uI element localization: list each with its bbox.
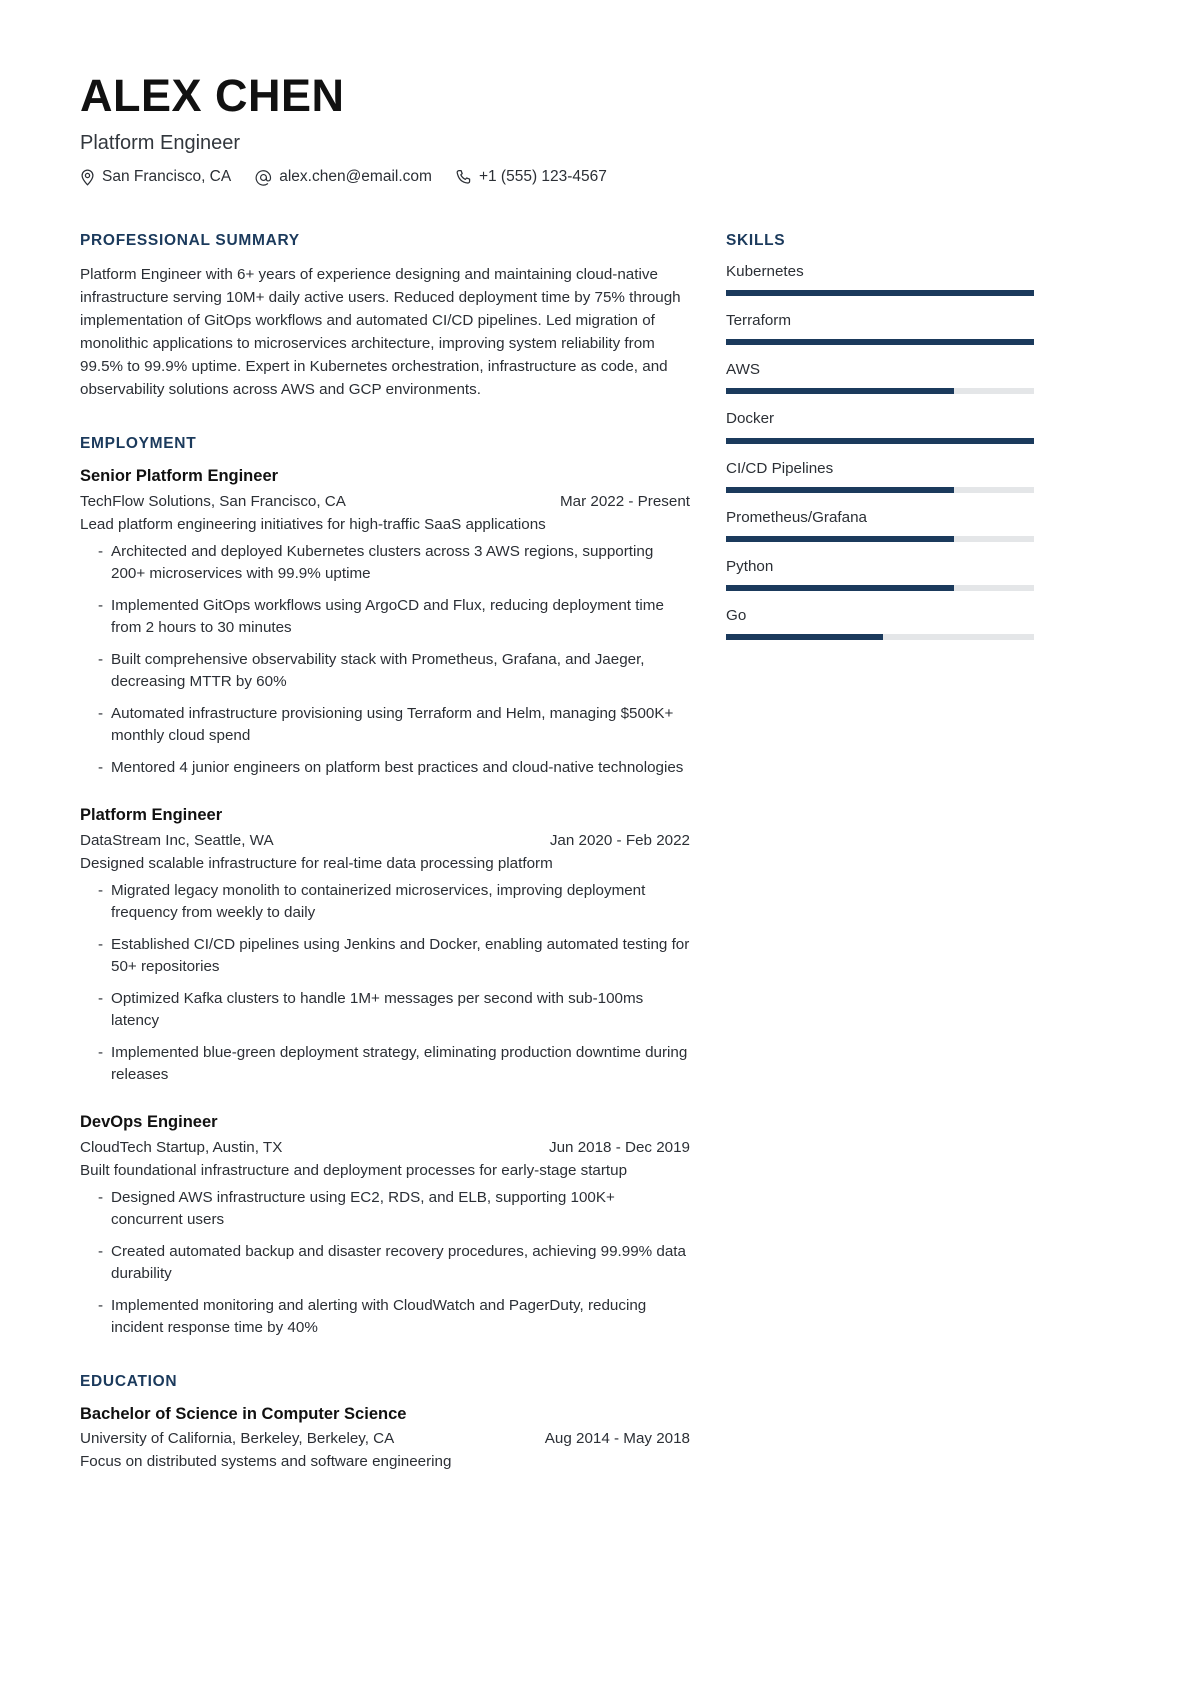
contact-phone: [456, 169, 607, 186]
skill-name: Go: [726, 607, 747, 625]
job-bullet: - Built comprehensive observability stack with Prometheus, Grafana, and Jaeger, decreasing MTTR by 60%: [80, 649, 690, 693]
skill-item: [726, 607, 1034, 640]
skill-item: [726, 509, 1034, 542]
skill-item: [726, 263, 1034, 296]
job-title: DevOps Engineer: [80, 1113, 218, 1131]
skill-bar-track: [726, 634, 1034, 640]
education-heading: EDUCATION: [80, 1372, 178, 1390]
skill-item: [726, 558, 1034, 591]
skill-bar-track: [726, 585, 1034, 591]
job-bullet: - Established CI/CD pipelines using Jenkins and Docker, enabling automated testing for 50+ repositories: [80, 934, 690, 978]
skill-bar-track: [726, 438, 1034, 444]
job-dates: Mar 2022 - Present: [560, 492, 690, 510]
section-skills: [726, 232, 1034, 641]
job-bullets: [80, 1187, 690, 1339]
skill-bar-track: [726, 388, 1034, 394]
contact-phone-text: +1 (555) 123-4567: [478, 168, 607, 186]
section-education: [80, 1373, 690, 1474]
skill-name: CI/CD Pipelines: [726, 459, 834, 477]
skill-bar-fill: [726, 290, 1034, 296]
job-meta: [80, 493, 690, 510]
education-dates: Aug 2014 - May 2018: [544, 1430, 690, 1448]
job-bullet: - Automated infrastructure provisioning using Terraform and Helm, managing $500K+ monthly cloud spend: [80, 703, 690, 747]
education-degree: Bachelor of Science in Computer Science: [80, 1404, 407, 1423]
skill-bar-fill: [726, 536, 954, 542]
job-bullet: - Mentored 4 junior engineers on platform best practices and cloud-native technologies: [80, 757, 690, 779]
job-description: Lead platform engineering initiatives for high-traffic SaaS applications: [80, 515, 546, 533]
job-title: Senior Platform Engineer: [80, 467, 279, 486]
skill-item: [726, 312, 1034, 345]
education-meta: [80, 1430, 690, 1447]
email-at-icon: [255, 169, 272, 186]
skill-bar-fill: [726, 339, 1034, 345]
skill-name: Terraform: [726, 311, 791, 329]
resume-header: [80, 72, 1030, 186]
employment-heading: EMPLOYMENT: [80, 435, 197, 453]
job-company: TechFlow Solutions, San Francisco, CA: [80, 492, 346, 510]
candidate-job-title: Platform Engineer: [80, 131, 241, 154]
education-school: University of California, Berkeley, Berkeley, CA: [80, 1430, 395, 1448]
job-bullets: [80, 880, 690, 1086]
job-company: DataStream Inc, Seattle, WA: [80, 831, 274, 849]
summary-text: Platform Engineer with 6+ years of experience designing and maintaining cloud-native infrastructure serving 10M+ daily active users. Reduced deployment time by 75% through implementation of GitOps workflows and automated CI/CD pipelines. Led migration of monolithic applications to microservices architecture, improving system reliability from 99.5% to 99.9% uptime. Expert in Kubernetes orchestration, infrastructure as code, and observability solutions across AWS and GCP environments.: [80, 265, 681, 399]
summary-heading: PROFESSIONAL SUMMARY: [80, 231, 300, 249]
skill-bar-track: [726, 339, 1034, 345]
contact-email-text: alex.chen@email.com: [279, 168, 432, 186]
skill-name: Docker: [726, 410, 775, 428]
skill-bar-fill: [726, 438, 1034, 444]
job-bullet: - Created automated backup and disaster recovery procedures, achieving 99.99% data durability: [80, 1241, 690, 1285]
job-entry: [80, 466, 690, 779]
job-bullet: - Migrated legacy monolith to containerized microservices, improving deployment frequency from weekly to daily: [80, 880, 690, 924]
job-bullet: - Architected and deployed Kubernetes clusters across 3 AWS regions, supporting 200+ microservices with 99.9% uptime: [80, 541, 690, 585]
job-meta: [80, 832, 690, 849]
skill-bar-track: [726, 487, 1034, 493]
skill-bar-fill: [726, 634, 883, 640]
skill-item: [726, 361, 1034, 394]
job-description: Designed scalable infrastructure for real-time data processing platform: [80, 854, 553, 872]
candidate-name: ALEX CHEN: [80, 70, 345, 121]
section-professional-summary: [80, 232, 690, 402]
job-bullet: - Implemented blue-green deployment strategy, eliminating production downtime during releases: [80, 1042, 690, 1086]
skill-name: AWS: [726, 361, 761, 379]
section-employment: [80, 435, 690, 1339]
skill-name: Python: [726, 558, 774, 575]
job-bullet: - Optimized Kafka clusters to handle 1M+ messages per second with sub-100ms latency: [80, 988, 690, 1032]
job-dates: Jan 2020 - Feb 2022: [549, 831, 690, 849]
job-bullets: [80, 541, 690, 779]
contact-row: [80, 169, 1030, 186]
education-note: Focus on distributed systems and software engineering: [80, 1453, 452, 1471]
job-bullet: - Implemented monitoring and alerting with CloudWatch and PagerDuty, reducing incident response time by 40%: [80, 1295, 690, 1339]
location-pin-icon: [80, 169, 95, 186]
skill-bar-track: [726, 290, 1034, 296]
skill-bar-track: [726, 536, 1034, 542]
job-company: CloudTech Startup, Austin, TX: [80, 1138, 283, 1156]
job-entry: [80, 1112, 690, 1339]
job-bullet: - Implemented GitOps workflows using ArgoCD and Flux, reducing deployment time from 2 hours to 30 minutes: [80, 595, 690, 639]
job-meta: [80, 1139, 690, 1156]
skill-bar-fill: [726, 388, 954, 394]
skill-item: [726, 460, 1034, 493]
phone-icon: [456, 169, 472, 186]
education-entry: [80, 1404, 690, 1474]
job-title: Platform Engineer: [80, 806, 223, 825]
job-dates: Jun 2018 - Dec 2019: [548, 1138, 690, 1156]
main-column: [80, 232, 690, 1474]
sidebar-column: [726, 232, 1034, 641]
contact-location-text: San Francisco, CA: [102, 168, 232, 186]
skill-bar-fill: [726, 585, 954, 591]
skill-item: [726, 410, 1034, 443]
job-entry: [80, 805, 690, 1086]
contact-location: [80, 169, 231, 186]
job-description: Built foundational infrastructure and deployment processes for early-stage startup: [80, 1161, 628, 1179]
job-bullet: - Designed AWS infrastructure using EC2, RDS, and ELB, supporting 100K+ concurrent users: [80, 1187, 690, 1231]
skills-heading: SKILLS: [726, 231, 786, 249]
contact-email: [255, 169, 432, 186]
skill-name: Kubernetes: [726, 262, 804, 280]
skill-name: Prometheus/Grafana: [726, 508, 867, 526]
skill-bar-fill: [726, 487, 954, 493]
resume-body: [80, 232, 1030, 1474]
